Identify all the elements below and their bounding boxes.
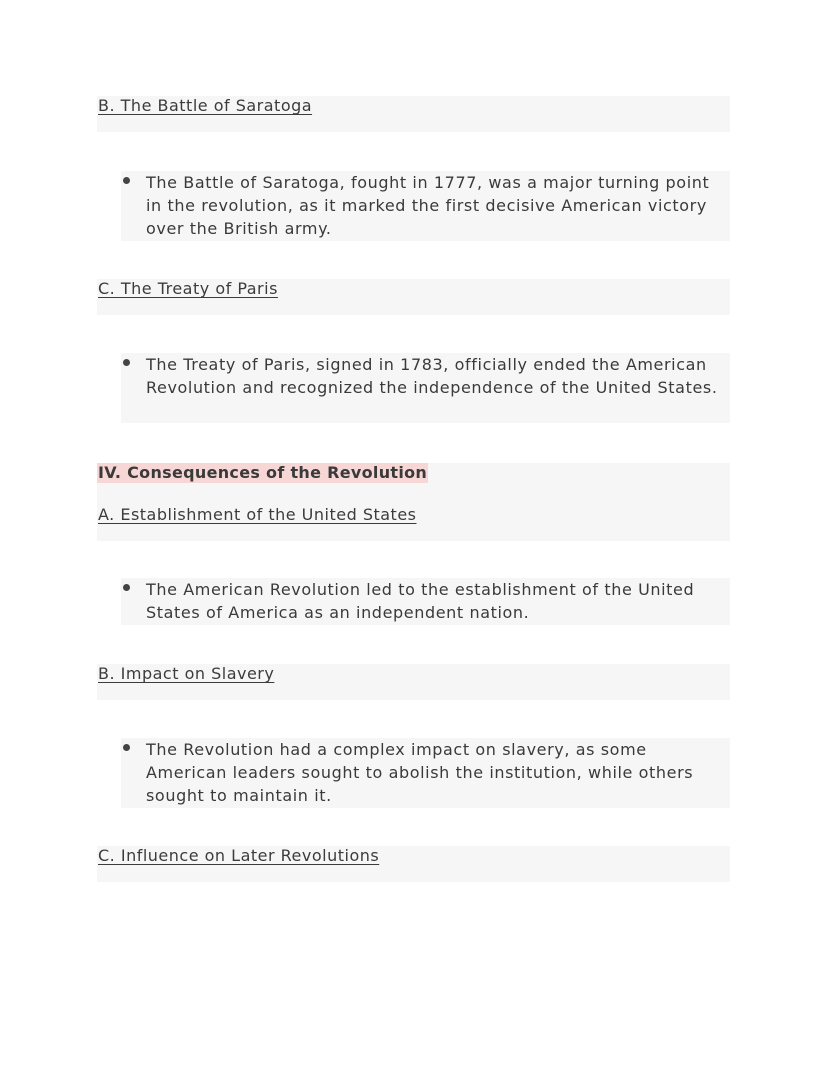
- subheading-block-paris: [97, 279, 730, 315]
- section-block-consequences: [97, 463, 730, 541]
- subheading-paris: C. The Treaty of Paris: [98, 279, 278, 298]
- list-item-slavery: [121, 738, 730, 808]
- bullet-icon: [123, 359, 130, 366]
- bullet-text-saratoga: The Battle of Saratoga, fought in 1777, was a major turning point in the revolution, as it marked the first decisive American victory over the British army.: [146, 173, 710, 238]
- section-title-consequences: IV. Consequences of the Revolution: [98, 463, 428, 482]
- subheading-later: C. Influence on Later Revolutions: [98, 846, 380, 865]
- subheading-block-saratoga: [97, 96, 730, 132]
- list-item-paris: [121, 353, 730, 423]
- bullet-text-paris: The Treaty of Paris, signed in 1783, officially ended the American Revolution and recognized the independence of the United States.: [146, 355, 718, 397]
- list-item-saratoga: [121, 171, 730, 241]
- bullet-icon: [123, 584, 130, 591]
- subheading-slavery: B. Impact on Slavery: [98, 664, 275, 683]
- bullet-icon: [123, 177, 130, 184]
- list-item-establishment: [121, 578, 730, 625]
- bullet-text-slavery: The Revolution had a complex impact on slavery, as some American leaders sought to abolish the institution, while others sought to maintain it.: [146, 740, 694, 805]
- subheading-establishment: A. Establishment of the United States: [98, 505, 417, 524]
- subheading-block-slavery: [97, 664, 730, 700]
- subheading-block-later: [97, 846, 730, 882]
- bullet-icon: [123, 744, 130, 751]
- subheading-saratoga: B. The Battle of Saratoga: [98, 96, 313, 115]
- bullet-text-establishment: The American Revolution led to the establishment of the United States of America as an independent nation.: [146, 580, 695, 622]
